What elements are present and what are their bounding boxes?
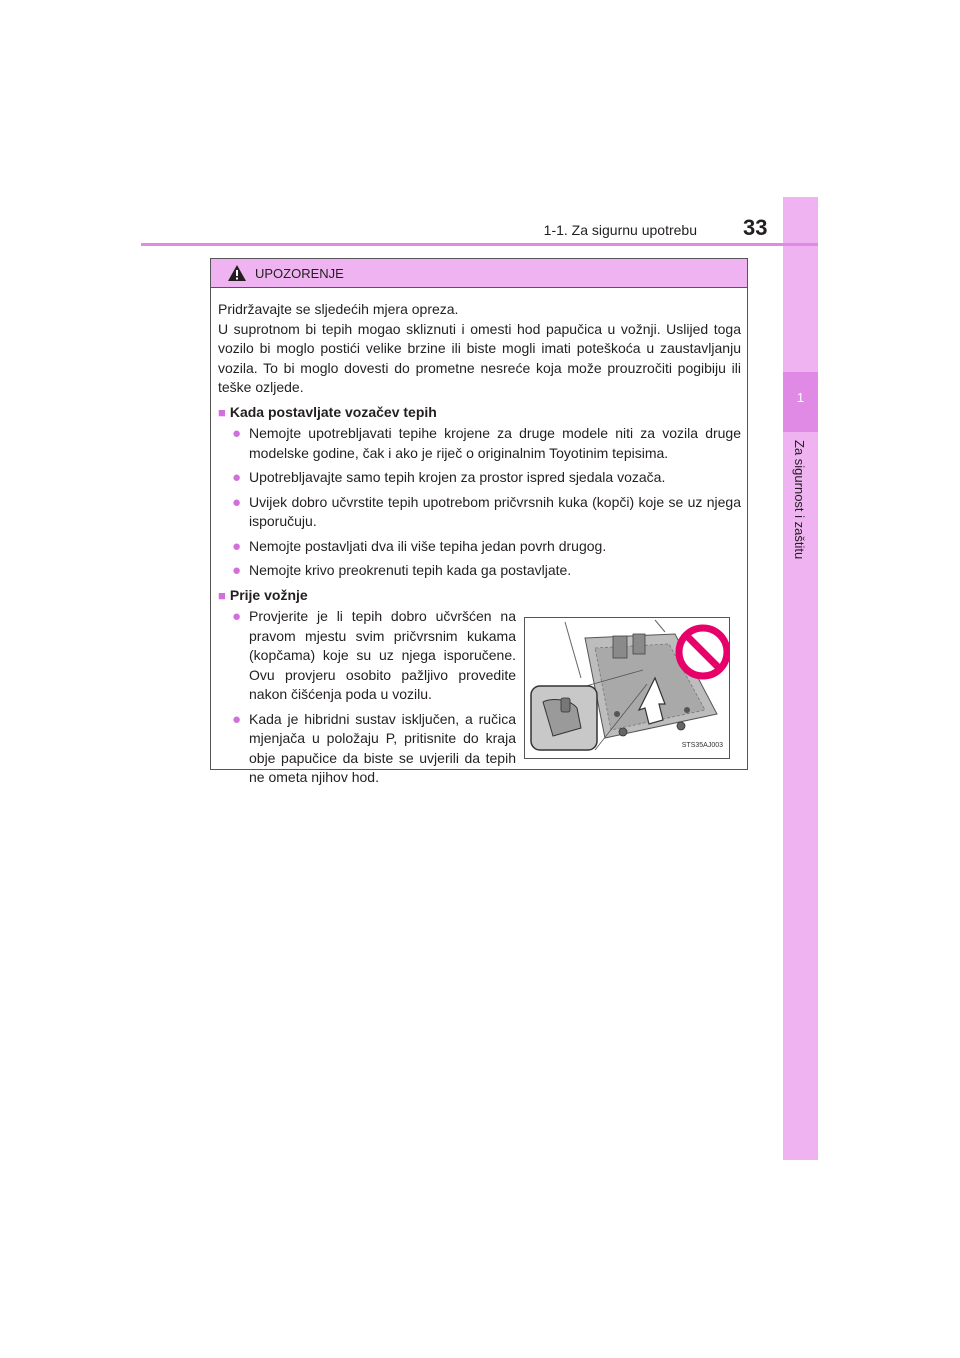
floor-mat-illustration: [524, 617, 730, 759]
warning-body: [211, 288, 747, 793]
figure-code: STS35AJ003: [681, 741, 723, 749]
section-heading: ■ Kada postavljate vozačev tepih: [218, 403, 741, 423]
bullet-dot-icon: ●: [232, 425, 242, 442]
before-driving-list: [218, 607, 516, 793]
warning-box: [210, 258, 748, 785]
warning-intro: Pridržavajte se sljedećih mjera opreza. U suprotnom bi tepih mogao skliznuti i omesti hod papučica u vožnji. Uslijed toga vozilo bi moglo postići velike brzine ili biste mogli imati poteškoća u zaustavljanju vozila. To bi moglo dovesti do prometne nesreće koja može prouzročiti pogibiju ili teške ozljede.: [218, 301, 741, 395]
warning-header: [211, 259, 747, 288]
list-item: ● Provjerite je li tepih dobro učvršćen na pravom mjestu svim pričvrsnim kukama (kopčama) koje su uz njega isporučene. Ovu provjeru osobito pažljivo provedite nakon čišćenja poda u vozilu.: [218, 607, 516, 705]
list-item: ● Nemojte postavljati dva ili više tepiha jedan povrh drugog.: [232, 537, 607, 555]
bullet-dot-icon: ●: [232, 537, 242, 555]
header-section-title: 1-1. Za sigurnu upotrebu: [543, 222, 697, 238]
bullet-dot-icon: ●: [232, 493, 242, 511]
list-item: ● Nemojte upotrebljavati tepihe krojene za druge modele niti za vozila druge modelske godine, čak i ako je riječ o originalnim Toyotinim tepisima.: [218, 424, 741, 463]
chapter-number: 1: [796, 390, 805, 405]
list-item: ● Upotrebljavajte samo tepih krojen za prostor ispred sjedala vozača.: [232, 469, 666, 486]
bullet-dot-icon: ●: [232, 562, 242, 579]
bullet-dot-icon: ●: [232, 608, 242, 625]
chapter-side-tab: [783, 197, 818, 1160]
bullet-dot-icon: ●: [232, 710, 242, 728]
warning-label: UPOZORENJE: [255, 265, 344, 281]
bullet-dot-icon: ●: [232, 469, 242, 486]
header-rule: [141, 243, 818, 246]
square-bullet-icon: ■: [218, 404, 226, 420]
list-item: ● Kada je hibridni sustav isključen, a ručica mjenjača u položaju P, pritisnite do kraja obje papučice da biste se uvjerili da tepih ne ometa njihov hod.: [218, 710, 516, 788]
page-number: 33: [743, 215, 768, 240]
list-item: ● Nemojte krivo preokrenuti tepih kada ga postavljate.: [232, 562, 572, 579]
square-bullet-icon: ■: [218, 587, 226, 603]
chapter-title: Za sigurnost i zaštitu: [792, 440, 807, 560]
list-item: ● Uvijek dobro učvrstite tepih upotrebom pričvrsnih kuka (kopči) koje se uz njega isporučuju.: [218, 493, 741, 532]
warning-triangle-icon: [227, 264, 247, 282]
before-driving-row: [218, 607, 741, 793]
section-heading: ■ Prije vožnje: [218, 586, 741, 606]
